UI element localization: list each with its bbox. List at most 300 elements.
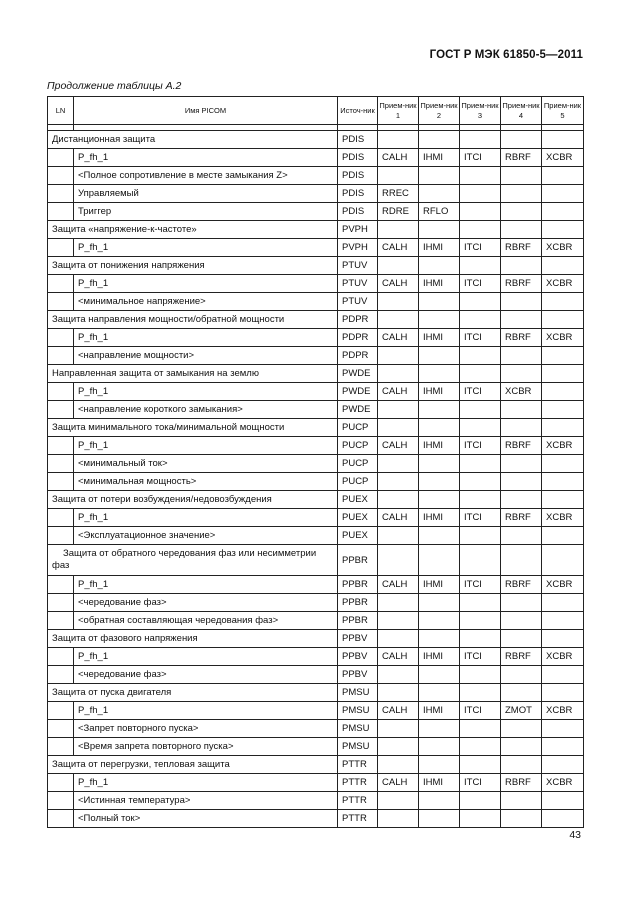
ln-cell <box>48 702 74 720</box>
receiver-4-cell <box>501 684 542 702</box>
source-cell: PWDE <box>338 401 378 419</box>
receiver-5-cell <box>542 684 584 702</box>
source-cell: PWDE <box>338 383 378 401</box>
ln-cell <box>48 527 74 545</box>
receiver-1-cell <box>378 221 419 239</box>
ln-cell <box>48 437 74 455</box>
ln-cell <box>48 473 74 491</box>
table-row <box>48 738 584 756</box>
receiver-3-cell <box>460 203 501 221</box>
document-code: ГОСТ Р МЭК 61850-5—2011 <box>429 49 583 61</box>
receiver-3-cell: ITCI <box>460 576 501 594</box>
source-cell: PVPH <box>338 221 378 239</box>
group-name-cell: Защита от перегрузки, тепловая защита <box>48 756 338 774</box>
source-cell: PDIS <box>338 167 378 185</box>
receiver-4-cell <box>501 594 542 612</box>
receiver-1-cell: CALH <box>378 239 419 257</box>
source-cell: PTTR <box>338 774 378 792</box>
receiver-4-cell <box>501 491 542 509</box>
receiver-4-cell <box>501 167 542 185</box>
receiver-4-cell <box>501 131 542 149</box>
table-row <box>48 594 584 612</box>
table-row <box>48 455 584 473</box>
receiver-3-cell <box>460 473 501 491</box>
receiver-5-cell <box>542 720 584 738</box>
source-cell: PDIS <box>338 131 378 149</box>
receiver-5-cell <box>542 491 584 509</box>
ln-cell <box>48 401 74 419</box>
receiver-4-cell <box>501 419 542 437</box>
receiver-3-cell <box>460 221 501 239</box>
col-receiver5-header: Прием-ник 5 <box>542 97 584 125</box>
col-receiver1-header: Прием-ник 1 <box>378 97 419 125</box>
receiver-5-cell <box>542 383 584 401</box>
receiver-3-cell <box>460 185 501 203</box>
ln-cell <box>48 293 74 311</box>
receiver-2-cell: IHMI <box>419 329 460 347</box>
col-name-header: Имя PICOM <box>74 97 338 125</box>
receiver-4-cell <box>501 738 542 756</box>
source-cell: PTTR <box>338 810 378 828</box>
receiver-1-cell <box>378 612 419 630</box>
receiver-2-cell: IHMI <box>419 383 460 401</box>
receiver-1-cell: CALH <box>378 702 419 720</box>
receiver-4-cell <box>501 455 542 473</box>
receiver-5-cell <box>542 473 584 491</box>
receiver-2-cell <box>419 612 460 630</box>
source-cell: PUEX <box>338 527 378 545</box>
receiver-5-cell <box>542 185 584 203</box>
table-body <box>48 131 584 828</box>
receiver-2-cell: IHMI <box>419 774 460 792</box>
table-row <box>48 648 584 666</box>
group-name-cell: Защита от обратного чередования фаз или несимметрии фаз <box>48 545 338 576</box>
picom-name-cell: P_fh_1 <box>74 149 338 167</box>
group-name-cell: Защита «напряжение-к-частоте» <box>48 221 338 239</box>
table-row <box>48 720 584 738</box>
receiver-1-cell <box>378 131 419 149</box>
picom-name-cell: P_fh_1 <box>74 239 338 257</box>
receiver-2-cell <box>419 455 460 473</box>
ln-cell <box>48 455 74 473</box>
receiver-2-cell <box>419 167 460 185</box>
receiver-3-cell <box>460 311 501 329</box>
source-cell: PDIS <box>338 149 378 167</box>
receiver-5-cell: XCBR <box>542 648 584 666</box>
receiver-4-cell <box>501 810 542 828</box>
receiver-5-cell <box>542 203 584 221</box>
receiver-5-cell: XCBR <box>542 239 584 257</box>
receiver-3-cell: ITCI <box>460 774 501 792</box>
table-row <box>48 347 584 365</box>
receiver-2-cell <box>419 365 460 383</box>
receiver-3-cell <box>460 347 501 365</box>
receiver-4-cell <box>501 527 542 545</box>
source-cell: PDPR <box>338 329 378 347</box>
picom-name-cell: P_fh_1 <box>74 774 338 792</box>
source-cell: PPBR <box>338 612 378 630</box>
source-cell: PTTR <box>338 756 378 774</box>
table-row <box>48 612 584 630</box>
receiver-2-cell <box>419 311 460 329</box>
receiver-4-cell: RBRF <box>501 648 542 666</box>
receiver-3-cell: ITCI <box>460 275 501 293</box>
table-row <box>48 810 584 828</box>
receiver-3-cell <box>460 527 501 545</box>
source-cell: PPBV <box>338 630 378 648</box>
receiver-1-cell <box>378 257 419 275</box>
table-row <box>48 365 584 383</box>
receiver-1-cell: CALH <box>378 576 419 594</box>
receiver-3-cell: ITCI <box>460 383 501 401</box>
receiver-1-cell <box>378 167 419 185</box>
table-row <box>48 275 584 293</box>
receiver-1-cell <box>378 311 419 329</box>
picom-name-cell: Триггер <box>74 203 338 221</box>
group-name-cell: Защита минимального тока/минимальной мощности <box>48 419 338 437</box>
ln-cell <box>48 329 74 347</box>
table-row <box>48 185 584 203</box>
receiver-3-cell <box>460 131 501 149</box>
receiver-2-cell <box>419 792 460 810</box>
receiver-1-cell: CALH <box>378 383 419 401</box>
receiver-5-cell <box>542 545 584 576</box>
receiver-2-cell <box>419 756 460 774</box>
receiver-5-cell <box>542 419 584 437</box>
table-row <box>48 149 584 167</box>
receiver-2-cell <box>419 419 460 437</box>
source-cell: PMSU <box>338 738 378 756</box>
source-cell: PDPR <box>338 311 378 329</box>
source-cell: PUEX <box>338 509 378 527</box>
receiver-5-cell: XCBR <box>542 437 584 455</box>
receiver-3-cell: ITCI <box>460 329 501 347</box>
receiver-1-cell: RDRE <box>378 203 419 221</box>
receiver-2-cell <box>419 594 460 612</box>
receiver-1-cell: CALH <box>378 648 419 666</box>
receiver-2-cell <box>419 491 460 509</box>
receiver-4-cell: RBRF <box>501 437 542 455</box>
receiver-5-cell <box>542 311 584 329</box>
table-row <box>48 329 584 347</box>
receiver-4-cell: RBRF <box>501 576 542 594</box>
receiver-5-cell <box>542 612 584 630</box>
receiver-5-cell: XCBR <box>542 576 584 594</box>
receiver-3-cell <box>460 365 501 383</box>
ln-cell <box>48 167 74 185</box>
picom-name-cell: <Истинная температура> <box>74 792 338 810</box>
ln-cell <box>48 347 74 365</box>
receiver-4-cell <box>501 545 542 576</box>
source-cell: PPBR <box>338 545 378 576</box>
receiver-4-cell: RBRF <box>501 149 542 167</box>
ln-cell <box>48 720 74 738</box>
receiver-1-cell <box>378 630 419 648</box>
picom-name-cell: <направление мощности> <box>74 347 338 365</box>
receiver-5-cell <box>542 792 584 810</box>
picom-name-cell: <Запрет повторного пуска> <box>74 720 338 738</box>
ln-cell <box>48 792 74 810</box>
receiver-1-cell: CALH <box>378 437 419 455</box>
picom-name-cell: <Время запрета повторного пуска> <box>74 738 338 756</box>
receiver-1-cell <box>378 684 419 702</box>
picom-name-cell: <Полный ток> <box>74 810 338 828</box>
receiver-4-cell: RBRF <box>501 774 542 792</box>
receiver-3-cell <box>460 684 501 702</box>
picom-name-cell: P_fh_1 <box>74 509 338 527</box>
group-name-cell: Дистанционная защита <box>48 131 338 149</box>
receiver-4-cell: RBRF <box>501 275 542 293</box>
picom-name-cell: <обратная составляющая чередования фаз> <box>74 612 338 630</box>
receiver-2-cell: RFLO <box>419 203 460 221</box>
receiver-5-cell: XCBR <box>542 702 584 720</box>
source-cell: PUCP <box>338 437 378 455</box>
table-row <box>48 437 584 455</box>
receiver-3-cell <box>460 293 501 311</box>
table-row <box>48 473 584 491</box>
receiver-1-cell <box>378 401 419 419</box>
receiver-4-cell: RBRF <box>501 329 542 347</box>
source-cell: PVPH <box>338 239 378 257</box>
source-cell: PMSU <box>338 720 378 738</box>
receiver-3-cell <box>460 810 501 828</box>
receiver-4-cell <box>501 203 542 221</box>
picom-name-cell: P_fh_1 <box>74 702 338 720</box>
ln-cell <box>48 612 74 630</box>
source-cell: PTUV <box>338 275 378 293</box>
table-row <box>48 684 584 702</box>
receiver-1-cell <box>378 792 419 810</box>
table-row <box>48 509 584 527</box>
receiver-1-cell: CALH <box>378 774 419 792</box>
table-row <box>48 545 584 576</box>
receiver-1-cell: CALH <box>378 329 419 347</box>
receiver-1-cell <box>378 491 419 509</box>
group-name-cell: Направленная защита от замыкания на землю <box>48 365 338 383</box>
source-cell: PUCP <box>338 419 378 437</box>
ln-cell <box>48 666 74 684</box>
receiver-5-cell: XCBR <box>542 149 584 167</box>
receiver-4-cell <box>501 221 542 239</box>
table-row <box>48 203 584 221</box>
receiver-4-cell <box>501 365 542 383</box>
picom-name-cell: <минимальное напряжение> <box>74 293 338 311</box>
table-row <box>48 527 584 545</box>
source-cell: PMSU <box>338 702 378 720</box>
receiver-4-cell: XCBR <box>501 383 542 401</box>
receiver-1-cell <box>378 810 419 828</box>
picom-name-cell: <Эксплуатационное значение> <box>74 527 338 545</box>
picom-name-cell: <чередование фаз> <box>74 594 338 612</box>
receiver-3-cell <box>460 257 501 275</box>
source-cell: PDIS <box>338 185 378 203</box>
receiver-1-cell <box>378 666 419 684</box>
source-cell: PPBR <box>338 576 378 594</box>
receiver-1-cell <box>378 720 419 738</box>
receiver-2-cell <box>419 293 460 311</box>
col-ln-header: LN <box>48 97 74 125</box>
receiver-3-cell <box>460 594 501 612</box>
picom-name-cell: <минимальная мощность> <box>74 473 338 491</box>
receiver-3-cell <box>460 666 501 684</box>
source-cell: PUCP <box>338 473 378 491</box>
receiver-1-cell <box>378 756 419 774</box>
table-row <box>48 792 584 810</box>
receiver-4-cell: RBRF <box>501 509 542 527</box>
receiver-2-cell: IHMI <box>419 149 460 167</box>
receiver-1-cell <box>378 347 419 365</box>
receiver-2-cell <box>419 810 460 828</box>
col-source-header: Источ-ник <box>338 97 378 125</box>
receiver-3-cell: ITCI <box>460 509 501 527</box>
receiver-1-cell <box>378 527 419 545</box>
receiver-5-cell <box>542 167 584 185</box>
picom-name-cell: P_fh_1 <box>74 329 338 347</box>
receiver-3-cell <box>460 419 501 437</box>
receiver-3-cell <box>460 756 501 774</box>
source-cell: PUEX <box>338 491 378 509</box>
ln-cell <box>48 383 74 401</box>
table-row <box>48 131 584 149</box>
source-cell: PTTR <box>338 792 378 810</box>
receiver-4-cell <box>501 612 542 630</box>
receiver-4-cell <box>501 756 542 774</box>
receiver-5-cell: XCBR <box>542 774 584 792</box>
picom-name-cell: <направление короткого замыкания> <box>74 401 338 419</box>
table-row <box>48 774 584 792</box>
receiver-5-cell <box>542 455 584 473</box>
source-cell: PDIS <box>338 203 378 221</box>
receiver-5-cell <box>542 347 584 365</box>
receiver-1-cell <box>378 455 419 473</box>
receiver-2-cell: IHMI <box>419 239 460 257</box>
table-row <box>48 293 584 311</box>
ln-cell <box>48 239 74 257</box>
receiver-2-cell <box>419 347 460 365</box>
receiver-5-cell: XCBR <box>542 509 584 527</box>
picom-name-cell: <чередование фаз> <box>74 666 338 684</box>
receiver-5-cell: XCBR <box>542 329 584 347</box>
group-name-cell: Защита направления мощности/обратной мощности <box>48 311 338 329</box>
receiver-4-cell <box>501 792 542 810</box>
receiver-2-cell <box>419 630 460 648</box>
receiver-3-cell <box>460 630 501 648</box>
table-row <box>48 576 584 594</box>
ln-cell <box>48 509 74 527</box>
table-row <box>48 419 584 437</box>
receiver-3-cell <box>460 720 501 738</box>
group-name-cell: Защита от пуска двигателя <box>48 684 338 702</box>
receiver-2-cell <box>419 257 460 275</box>
table-row <box>48 383 584 401</box>
receiver-3-cell <box>460 738 501 756</box>
receiver-4-cell <box>501 473 542 491</box>
table-row <box>48 257 584 275</box>
receiver-2-cell <box>419 527 460 545</box>
receiver-3-cell <box>460 455 501 473</box>
receiver-5-cell <box>542 594 584 612</box>
receiver-2-cell <box>419 720 460 738</box>
receiver-5-cell <box>542 630 584 648</box>
receiver-1-cell: RREC <box>378 185 419 203</box>
table-row <box>48 666 584 684</box>
receiver-2-cell: IHMI <box>419 509 460 527</box>
col-receiver4-header: Прием-ник 4 <box>501 97 542 125</box>
receiver-4-cell <box>501 347 542 365</box>
receiver-1-cell <box>378 419 419 437</box>
source-cell: PMSU <box>338 684 378 702</box>
receiver-2-cell: IHMI <box>419 648 460 666</box>
receiver-4-cell <box>501 293 542 311</box>
receiver-1-cell <box>378 365 419 383</box>
receiver-1-cell: CALH <box>378 509 419 527</box>
table-row <box>48 311 584 329</box>
receiver-4-cell <box>501 720 542 738</box>
receiver-3-cell: ITCI <box>460 702 501 720</box>
receiver-1-cell <box>378 545 419 576</box>
receiver-5-cell <box>542 738 584 756</box>
receiver-2-cell <box>419 473 460 491</box>
source-cell: PWDE <box>338 365 378 383</box>
ln-cell <box>48 738 74 756</box>
source-cell: PPBV <box>338 666 378 684</box>
picom-name-cell: Управляемый <box>74 185 338 203</box>
table-row <box>48 702 584 720</box>
picom-name-cell: P_fh_1 <box>74 648 338 666</box>
receiver-5-cell <box>542 666 584 684</box>
receiver-4-cell <box>501 630 542 648</box>
ln-cell <box>48 576 74 594</box>
receiver-2-cell <box>419 738 460 756</box>
receiver-2-cell: IHMI <box>419 275 460 293</box>
table-row <box>48 221 584 239</box>
table-row <box>48 491 584 509</box>
receiver-3-cell <box>460 491 501 509</box>
receiver-2-cell: IHMI <box>419 576 460 594</box>
receiver-3-cell: ITCI <box>460 437 501 455</box>
receiver-3-cell <box>460 612 501 630</box>
group-name-cell: Защита от потери возбуждения/недовозбуждения <box>48 491 338 509</box>
table-row <box>48 756 584 774</box>
group-name-cell: Защита от понижения напряжения <box>48 257 338 275</box>
receiver-3-cell: ITCI <box>460 149 501 167</box>
picom-name-cell: P_fh_1 <box>74 275 338 293</box>
receiver-5-cell: XCBR <box>542 275 584 293</box>
picom-name-cell: P_fh_1 <box>74 383 338 401</box>
page-number: 43 <box>569 829 581 841</box>
picom-name-cell: P_fh_1 <box>74 576 338 594</box>
receiver-2-cell <box>419 401 460 419</box>
receiver-4-cell <box>501 311 542 329</box>
ln-cell <box>48 185 74 203</box>
receiver-4-cell: ZMOT <box>501 702 542 720</box>
receiver-1-cell <box>378 473 419 491</box>
receiver-5-cell <box>542 257 584 275</box>
table-header-row <box>48 97 584 125</box>
receiver-5-cell <box>542 756 584 774</box>
receiver-4-cell <box>501 257 542 275</box>
receiver-2-cell <box>419 684 460 702</box>
receiver-5-cell <box>542 810 584 828</box>
receiver-5-cell <box>542 221 584 239</box>
receiver-4-cell: RBRF <box>501 239 542 257</box>
receiver-5-cell <box>542 293 584 311</box>
receiver-1-cell <box>378 293 419 311</box>
source-cell: PTUV <box>338 293 378 311</box>
receiver-3-cell <box>460 167 501 185</box>
receiver-2-cell <box>419 545 460 576</box>
col-receiver3-header: Прием-ник 3 <box>460 97 501 125</box>
